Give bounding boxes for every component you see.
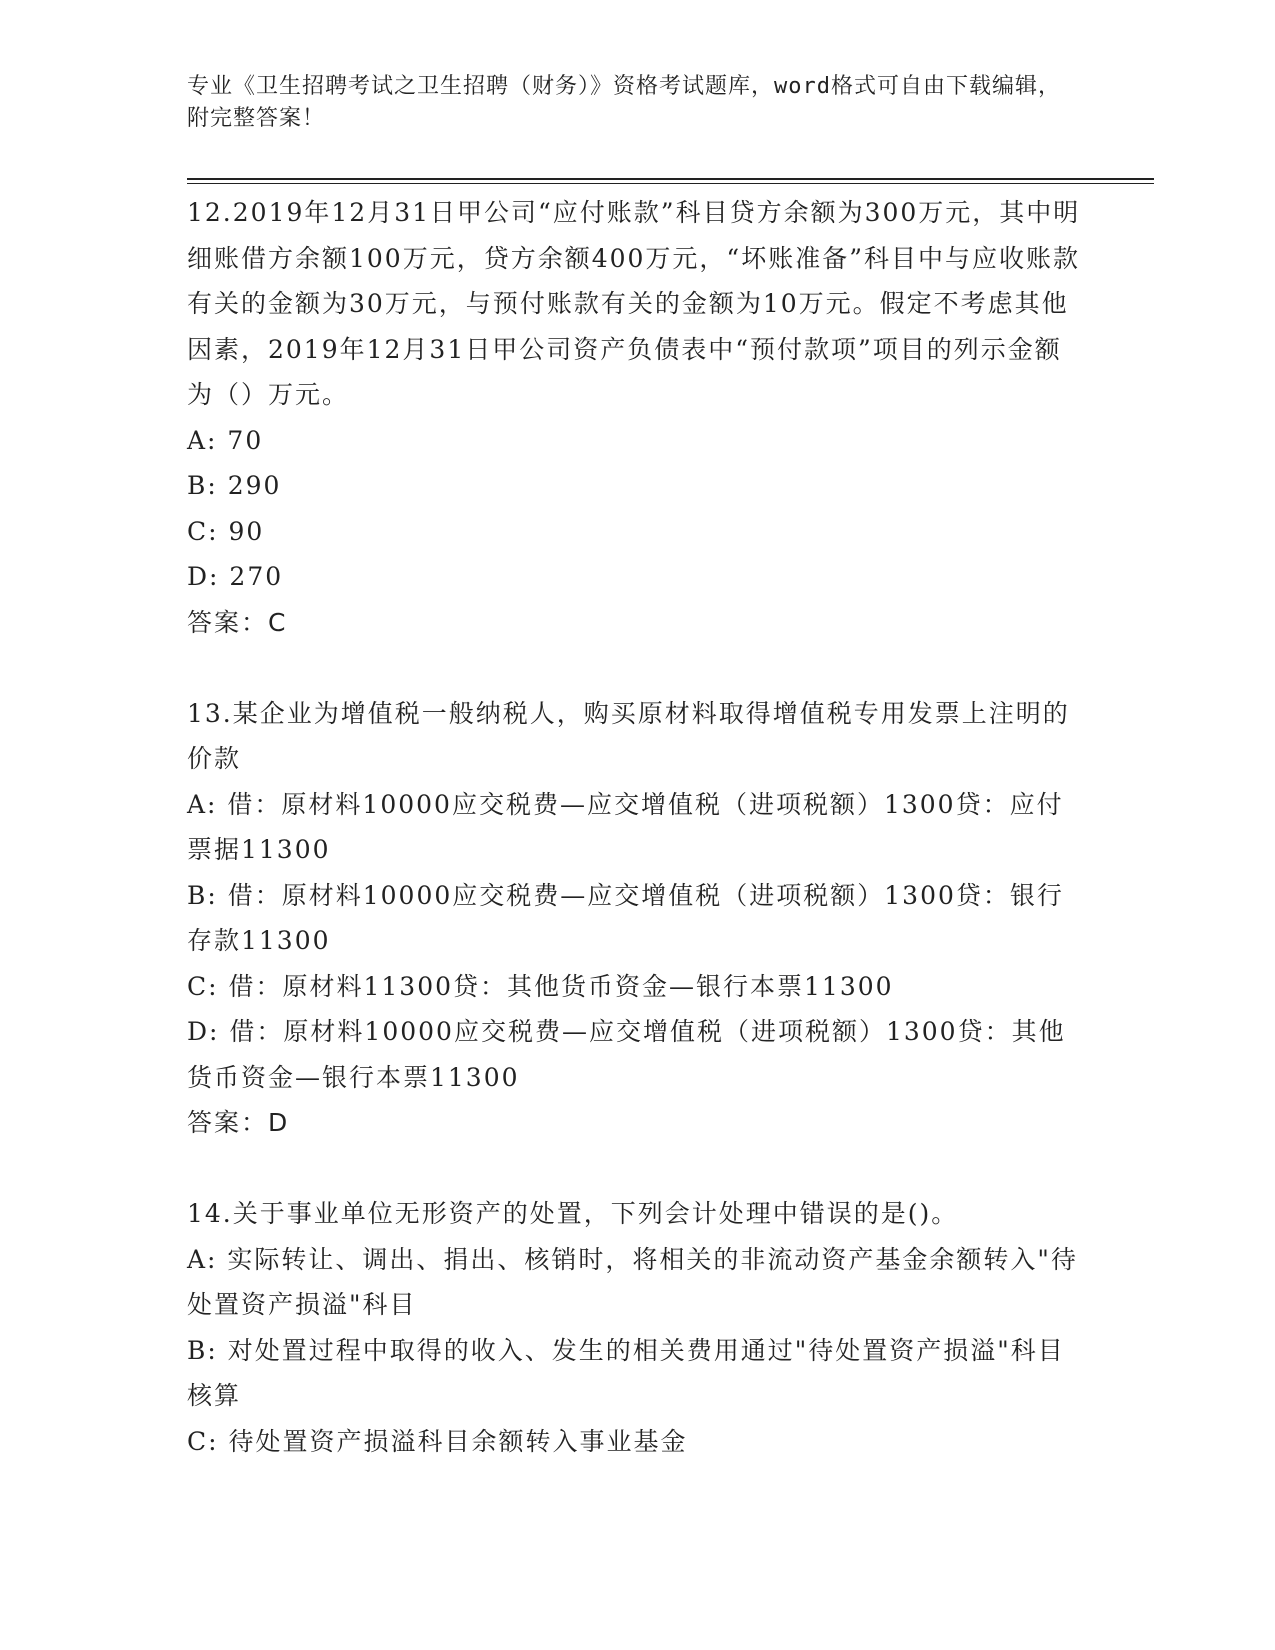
header-divider-thick <box>187 178 1154 180</box>
answer-label: 答案：C <box>187 607 288 637</box>
question-text: 13.某企业为增值税一般纳税人，购买原材料取得增值税专用发票上注明的价款 <box>187 698 1070 773</box>
option-d: D: 270 <box>187 562 284 591</box>
option-a: A: 借：原材料10000应交税费—应交增值税（进项税额）1300贷：应付票据11300 <box>187 789 1064 864</box>
option-c: C: 借：原材料11300贷：其他货币资金—银行本票11300 <box>187 971 894 1001</box>
spacer <box>187 645 1087 691</box>
option-a: A: 实际转让、调出、捐出、核销时，将相关的非流动资产基金余额转入"待处置资产损溢"科目 <box>187 1244 1078 1319</box>
question-list <box>187 190 1087 1464</box>
question-text: 14.关于事业单位无形资产的处置，下列会计处理中错误的是()。 <box>187 1199 959 1228</box>
option-b: B: 借：原材料10000应交税费—应交增值税（进项税额）1300贷：银行存款11300 <box>187 880 1064 955</box>
option-c: C: 待处置资产损溢科目余额转入事业基金 <box>187 1426 688 1456</box>
document-header: 专业《卫生招聘考试之卫生招聘（财务）》资格考试题库，word格式可自由下载编辑，附完整答案！ <box>187 74 1061 131</box>
spacer <box>187 1146 1087 1192</box>
question-12 <box>187 190 1087 645</box>
option-d: D: 借：原材料10000应交税费—应交增值税（进项税额）1300贷：其他货币资金—银行本票11300 <box>187 1017 1066 1092</box>
option-b: B: 290 <box>187 471 282 500</box>
question-14 <box>187 1191 1087 1464</box>
option-b: B: 对处置过程中取得的收入、发生的相关费用通过"待处置资产损溢"科目核算 <box>187 1335 1065 1410</box>
header-divider-thin <box>187 183 1154 184</box>
question-text: 12.2019年12月31日甲公司“应付账款”科目贷方余额为300万元，其中明细账借方余额100万元，贷方余额400万元，“坏账准备”科目中与应收账款有关的金额为30万元，与预付账款有关的金额为10万元。假定不考虑其他因素，2019年12月31日甲公司资产负债表中“预付款项”项目的列示金额为（）万元。 <box>187 198 1081 409</box>
option-a: A: 70 <box>187 425 264 455</box>
answer-label: 答案：D <box>187 1108 290 1137</box>
question-13 <box>187 691 1087 1146</box>
option-c: C: 90 <box>187 516 265 546</box>
